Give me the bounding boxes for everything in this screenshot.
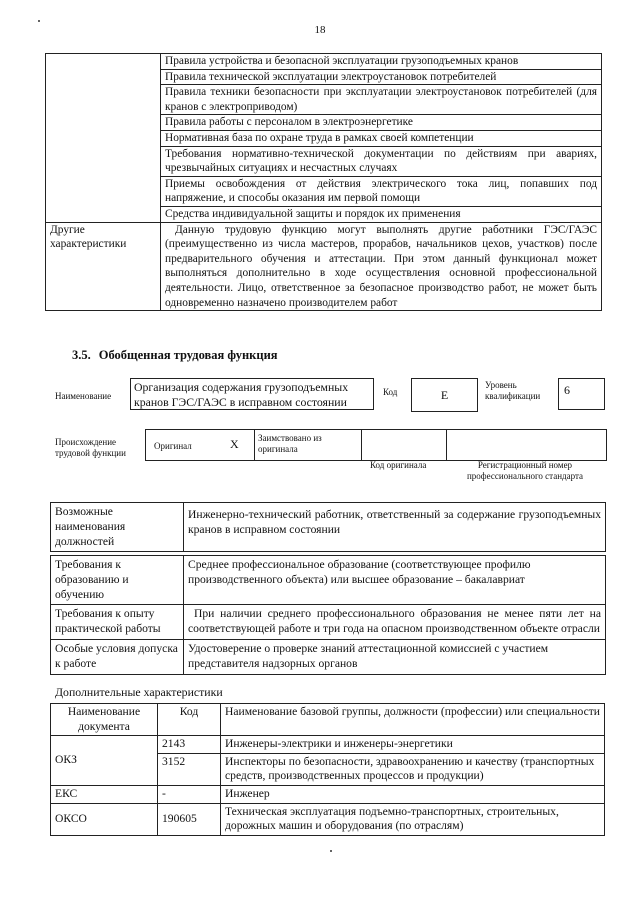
table-row [51,556,606,605]
scan-dot [38,20,40,22]
borrowed-label: Заимствовано из оригинала [258,433,322,454]
table-row [51,605,606,640]
knowledge-cell: Правила техники безопасности при эксплуатации электроустановок потребителей (для кранов с электроприводом) [161,85,602,115]
positions-label: Возможные наименования должностей [51,503,184,552]
table-row [51,704,605,736]
original-label: Оригинал [154,441,192,451]
requirement-value: При наличии среднего профессионального образования не менее пяти лет на соответствующей работе и три года на опасном производственном объекте отрасли [184,605,606,640]
knowledge-cell: Требования нормативно-технической документации по действиям при авариях, чрезвычайных ситуациях и несчастных случаях [161,146,602,176]
other-characteristics-label: Другие характеристики [46,222,161,311]
knowledge-cell: Приемы освобождения от действия электрического тока лиц, попавших под напряжение, и способы оказания им первой помощи [161,176,602,206]
okz-name: Инспекторы по безопасности, здравоохранению и качеству (транспортных средств, производственных процессов и продукции) [221,753,605,785]
table-row [51,785,605,803]
header-code: Код [158,704,221,736]
origin-row [145,429,607,461]
knowledge-cell: Правила технической эксплуатации электроустановок потребителей [161,69,602,85]
level-value: 6 [564,383,570,397]
level-value-box [558,378,605,410]
table-row [46,222,602,311]
level-label: Уровень квалификации [485,380,541,401]
okso-name: Техническая эксплуатация подъемно-транспортных, строительных, дорожных машин и оборудования (по отраслям) [221,803,605,835]
code-value: E [440,388,449,402]
okso-label: ОКСО [51,803,158,835]
okz-code: 2143 [158,736,221,754]
requirement-label: Требования к образованию и обучению [51,556,184,605]
eks-name: Инженер [221,785,605,803]
okz-label: ОКЗ [51,736,158,786]
empty-label-cell [46,54,161,223]
header-doc: Наименование документа [51,704,158,736]
classifiers-table [50,703,605,836]
reg-number-caption: Регистрационный номер профессионального стандарта [466,460,584,481]
name-value-box [130,378,374,410]
okz-name: Инженеры-электрики и инженеры-энергетики [221,736,605,754]
table-row [51,803,605,835]
other-characteristics-text: Данную трудовую функцию могут выполнять другие работники ГЭС/ГАЭС (преимущественно из числа мастеров, прорабов, начальников цехов, участков) после предварительного обучения и аттестации. При этом данный функционал может выполняться дополнительно в ходе осуществления основной профессиональной деятельности. Лицо, ответственное за безопасное производство работ, не может быть одновременно назначено производителем работ [161,222,602,311]
section-heading [72,348,278,363]
origin-label: Происхождение трудовой функции [55,437,126,458]
name-value: Организация содержания грузоподъемных кранов ГЭС/ГАЭС в исправном состоянии [134,380,349,409]
knowledge-cell: Правила работы с персоналом в электроэнергетике [161,115,602,131]
header-name: Наименование базовой группы, должности (профессии) или специальности [221,704,605,736]
original-mark: X [230,437,239,451]
section-title: Обобщенная трудовая функция [98,348,278,362]
positions-table [50,502,606,552]
requirement-value: Среднее профессиональное образование (соответствующее профилю производственного объекта) или высшее образование – бакалавриат [184,556,606,605]
requirement-label: Требования к опыту практической работы [51,605,184,640]
page-number: 18 [314,24,326,36]
code-label: Код [383,387,398,397]
okz-code: 3152 [158,753,221,785]
requirement-label: Особые условия допуска к работе [51,639,184,674]
name-label: Наименование [55,391,112,401]
requirement-value: Удостоверение о проверке знаний аттестационной комиссией с участием представителя надзорных органов [184,639,606,674]
table-row [51,639,606,674]
okso-code: 190605 [158,803,221,835]
section-number: 3.5. [72,348,91,362]
requirements-table [50,555,606,675]
knowledge-cell: Средства индивидуальной защиты и порядок их применения [161,206,602,222]
code-value-box [411,378,478,412]
knowledge-table [45,53,602,311]
divider [254,430,255,460]
divider [361,430,362,460]
eks-label: ЕКС [51,785,158,803]
table-row [46,54,602,70]
eks-code: - [158,785,221,803]
divider [446,430,447,460]
table-row [51,503,606,552]
extra-title: Дополнительные характеристики [55,685,223,699]
scan-dot [330,850,332,852]
table-row [51,736,605,754]
knowledge-cell: Правила устройства и безопасной эксплуатации грузоподъемных кранов [161,54,602,70]
code-original-caption: Код оригинала [370,460,427,470]
knowledge-cell: Нормативная база по охране труда в рамках своей компетенции [161,130,602,146]
positions-value: Инженерно-технический работник, ответственный за содержание грузоподъемных кранов в исправном состоянии [184,503,606,552]
